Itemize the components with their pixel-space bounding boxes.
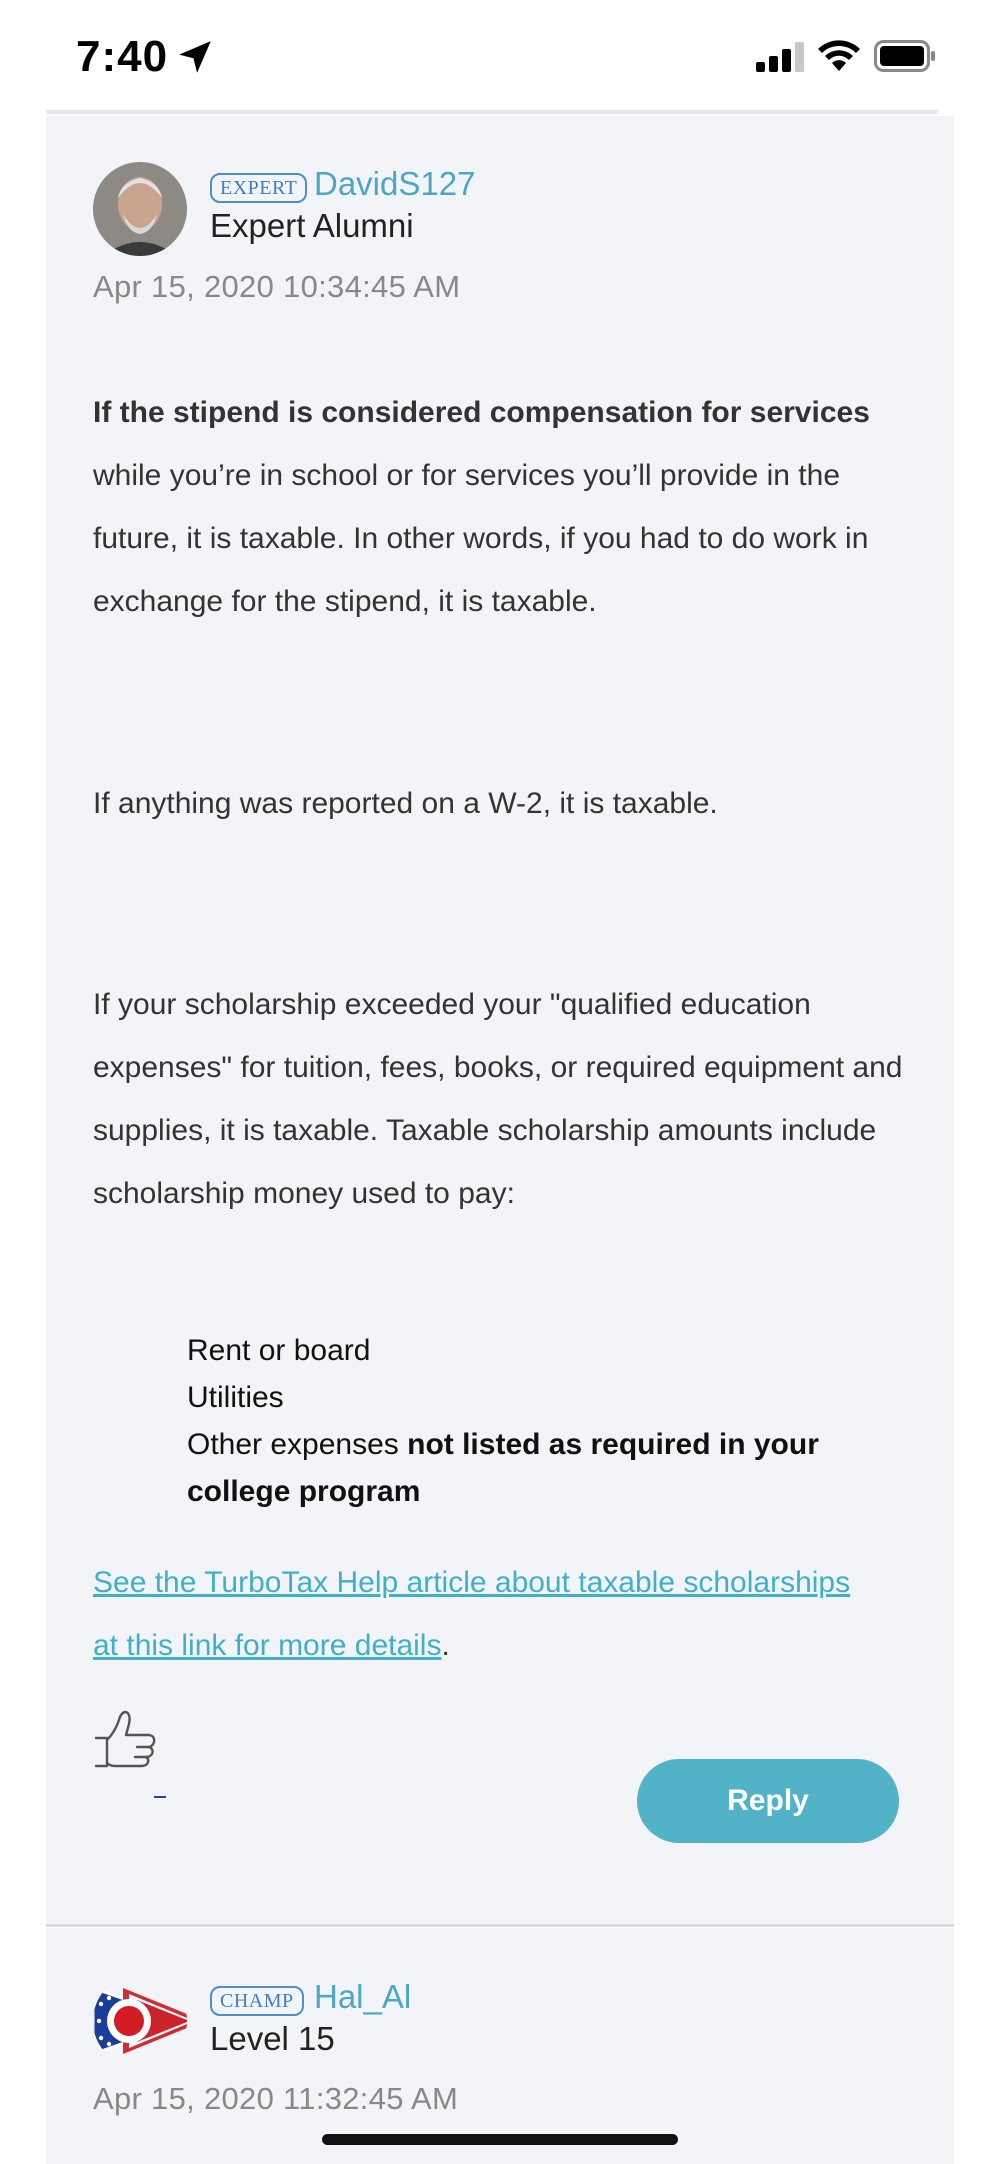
cellular-signal-icon — [756, 42, 806, 72]
username-link[interactable]: Hal_Al — [314, 1978, 412, 2015]
status-time: 7:40 — [76, 32, 169, 81]
avatar[interactable] — [93, 162, 187, 256]
wifi-icon — [816, 38, 862, 74]
post-date: Apr 15, 2020 10:34:45 AM — [93, 269, 461, 304]
reply-post-hal-al — [46, 1928, 954, 2164]
kudos-count-link[interactable] — [154, 1796, 166, 1798]
paragraph-text: while you’re in school or for services you’ll provide in the future, it is taxable. In other words, if you had to do work in exchange for the stipend, it is taxable. — [93, 459, 869, 618]
post-paragraph-1 — [93, 381, 923, 633]
help-article-paragraph: See the TurboTax Help article about taxable scholarships at this link for more details. — [93, 1566, 851, 1662]
username-link[interactable]: DavidS127 — [314, 165, 476, 202]
list-item: Utilities — [187, 1381, 284, 1414]
post-paragraph-2: If anything was reported on a W-2, it is taxable. — [93, 787, 718, 820]
list-item: Rent or board — [187, 1334, 371, 1367]
user-rank: Level 15 — [210, 2020, 335, 2057]
champ-badge: CHAMP — [210, 1986, 304, 2016]
battery-icon — [874, 40, 936, 72]
thumbs-up-icon[interactable] — [93, 1708, 159, 1770]
status-bar — [0, 0, 1000, 110]
post-divider — [46, 1924, 954, 1927]
user-rank: Expert Alumni — [210, 207, 414, 244]
paragraph-bold-text: If the stipend is considered compensation for services — [93, 396, 870, 429]
reply-button[interactable]: Reply — [637, 1759, 899, 1843]
turbotax-help-link[interactable]: See the TurboTax Help article about taxable scholarships at this link for more details — [93, 1566, 851, 1662]
location-arrow-icon — [176, 38, 214, 76]
expert-badge: EXPERT — [210, 173, 307, 203]
home-indicator[interactable] — [322, 2134, 678, 2145]
top-separator — [46, 110, 938, 114]
post-paragraph-3: If your scholarship exceeded your "qualified education expenses" for tuition, fees, books, or required equipment and supplies, it is taxable. Taxable scholarship amounts include scholarship money used to pay: — [93, 988, 903, 1210]
post-date: Apr 15, 2020 11:32:45 AM — [93, 2081, 459, 2116]
list-item: Other expenses not listed as required in your college program — [187, 1428, 819, 1508]
expense-list — [187, 1327, 907, 1515]
avatar[interactable] — [93, 1974, 187, 2068]
